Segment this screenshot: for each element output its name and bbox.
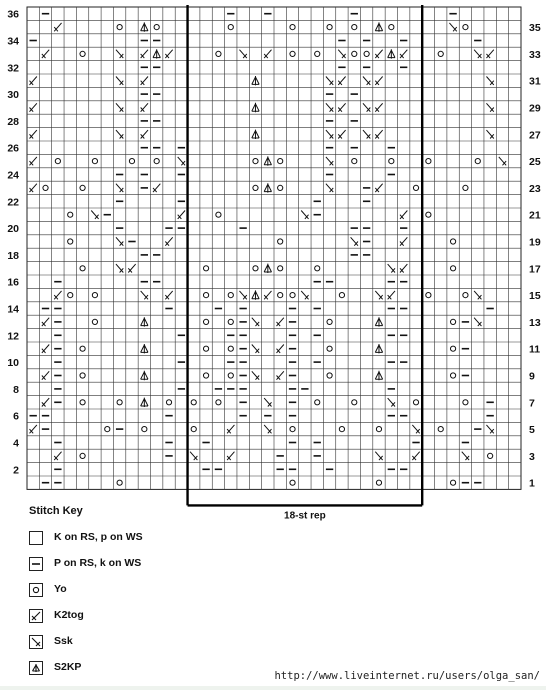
key-item-yo bbox=[26, 583, 326, 609]
stitch-key-title: Stitch Key bbox=[29, 505, 83, 517]
row-number-right: 11 bbox=[529, 343, 541, 356]
row-number-right: 33 bbox=[529, 48, 541, 61]
row-number-left: 4 bbox=[13, 437, 19, 450]
key-item-ssk bbox=[26, 635, 326, 661]
row-number-right: 13 bbox=[529, 316, 541, 329]
row-number-left: 34 bbox=[7, 35, 19, 48]
row-number-left: 28 bbox=[7, 115, 19, 128]
row-number-right: 19 bbox=[529, 236, 541, 249]
row-number-right: 1 bbox=[529, 477, 535, 490]
row-number-right: 35 bbox=[529, 22, 541, 35]
row-number-right: 7 bbox=[529, 397, 535, 410]
repeat-label: 18-st rep bbox=[284, 510, 326, 522]
key-item-knit bbox=[26, 531, 326, 557]
key-item-purl bbox=[26, 557, 326, 583]
row-number-right: 5 bbox=[529, 424, 535, 437]
row-number-left: 30 bbox=[7, 89, 19, 102]
bottom-band bbox=[0, 686, 546, 690]
row-number-left: 14 bbox=[7, 303, 19, 316]
row-number-left: 22 bbox=[7, 196, 19, 209]
row-number-right: 15 bbox=[529, 290, 541, 303]
key-label: S2KP bbox=[54, 661, 82, 673]
row-number-right: 31 bbox=[529, 75, 541, 88]
k2tog-symbol-icon bbox=[29, 609, 43, 623]
row-number-left: 24 bbox=[7, 169, 19, 182]
row-number-right: 9 bbox=[529, 370, 535, 383]
row-number-left: 8 bbox=[13, 383, 19, 396]
purl-symbol-icon bbox=[29, 557, 43, 571]
row-number-right: 21 bbox=[529, 209, 541, 222]
key-item-k2tog bbox=[26, 609, 326, 635]
row-number-left: 26 bbox=[7, 142, 19, 155]
s2kp-symbol-icon bbox=[29, 661, 43, 675]
row-number-left: 18 bbox=[7, 249, 19, 262]
key-label: Yo bbox=[54, 583, 67, 595]
row-number-left: 12 bbox=[7, 330, 19, 343]
key-label: Ssk bbox=[54, 635, 73, 647]
knit-symbol-icon bbox=[29, 531, 43, 545]
row-number-left: 2 bbox=[13, 464, 19, 477]
key-label: K on RS, p on WS bbox=[54, 531, 143, 543]
row-number-right: 27 bbox=[529, 129, 541, 142]
ssk-symbol-icon bbox=[29, 635, 43, 649]
stitch-key bbox=[26, 505, 326, 687]
row-number-left: 6 bbox=[13, 410, 19, 423]
row-number-left: 36 bbox=[7, 8, 19, 21]
key-label: K2tog bbox=[54, 609, 84, 621]
row-number-left: 10 bbox=[7, 357, 19, 370]
row-number-left: 32 bbox=[7, 62, 19, 75]
yarn-over-symbol-icon bbox=[29, 583, 43, 597]
row-number-right: 25 bbox=[529, 156, 541, 169]
row-number-right: 29 bbox=[529, 102, 541, 115]
row-number-right: 23 bbox=[529, 182, 541, 195]
row-number-right: 3 bbox=[529, 450, 535, 463]
key-label: P on RS, k on WS bbox=[54, 557, 142, 569]
source-watermark: http://www.liveinternet.ru/users/olga_san/ bbox=[274, 670, 540, 682]
row-number-left: 16 bbox=[7, 276, 19, 289]
row-number-left: 20 bbox=[7, 223, 19, 236]
row-number-right: 17 bbox=[529, 263, 541, 276]
